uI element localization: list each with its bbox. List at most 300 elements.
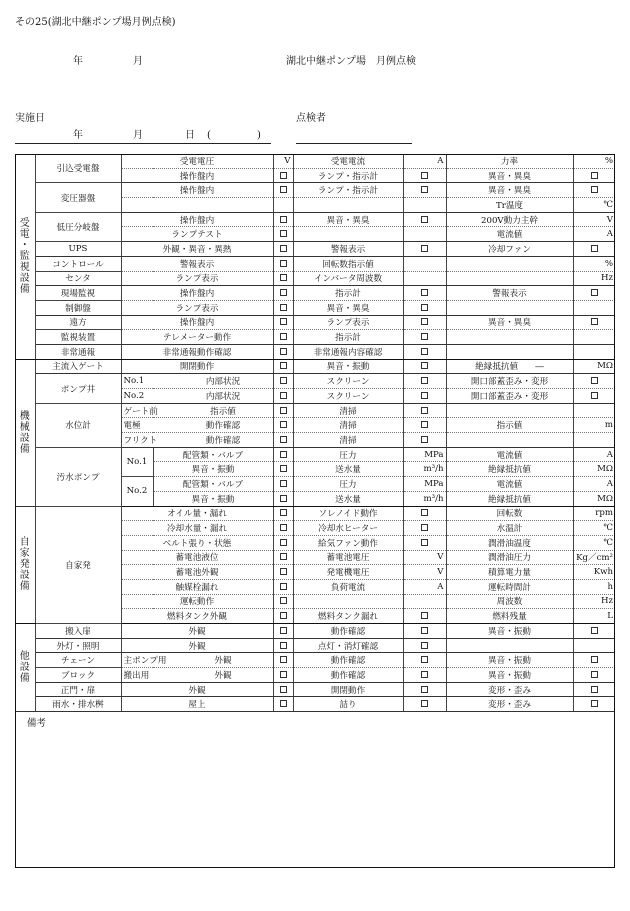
check-box[interactable]: [421, 436, 428, 443]
item-label: [293, 227, 403, 242]
table-row: [15, 212, 615, 227]
item-label: 動作確認: [293, 624, 403, 639]
item-label: ランプ・指示計: [293, 183, 403, 198]
item-label: 200V動力主幹: [446, 212, 573, 227]
check-box[interactable]: [280, 627, 287, 634]
unit-label: V: [403, 565, 446, 580]
check-box[interactable]: [421, 333, 428, 340]
sub-label: フリクト: [123, 435, 158, 446]
item-label: 操作盤内: [121, 168, 273, 183]
equipment-group: センタ: [35, 271, 121, 286]
unit-label: MPa: [403, 447, 446, 462]
check-box[interactable]: [591, 245, 598, 252]
remarks-row: [15, 712, 615, 911]
equipment-group: 外灯・照明: [35, 638, 121, 653]
equipment-group: 正門・扉: [35, 682, 121, 697]
table-row: [15, 242, 615, 257]
unit-label: A: [573, 227, 615, 242]
check-box[interactable]: [280, 656, 287, 663]
category-label: 受 電 ・ 監 視 設 備: [19, 217, 30, 295]
item-label: 回転数: [446, 506, 573, 521]
item-label: ランプ・指示計: [293, 168, 403, 183]
category-machine: [15, 359, 35, 506]
table-row: [15, 403, 615, 418]
item-label: 開閉動作: [293, 682, 403, 697]
check-box[interactable]: [280, 465, 287, 472]
sub-label: 主ポンプ用: [123, 656, 167, 667]
unit-label: h: [573, 579, 615, 594]
table-row: [15, 697, 615, 712]
item-label: 電流値: [446, 227, 573, 242]
item-label: 受電電圧: [121, 154, 273, 168]
check-box[interactable]: [591, 627, 598, 634]
unit-label: %: [573, 154, 615, 168]
table-row: [15, 315, 615, 330]
item-label: 清掃: [293, 403, 403, 418]
unit-label: m: [573, 418, 615, 433]
table-row: [15, 374, 615, 389]
unit-label: MΩ: [573, 491, 615, 506]
item-label: [446, 403, 573, 418]
item-label: 給気ファン動作: [293, 535, 403, 550]
item-label: 開閉動作: [121, 359, 273, 374]
item-label: 蓄電池電圧: [293, 550, 403, 565]
unit-label: V: [573, 212, 615, 227]
item-label: 指示計: [293, 286, 403, 301]
check-box[interactable]: [280, 524, 287, 531]
item-label: 操作盤内: [121, 315, 273, 330]
item-label: [293, 594, 403, 609]
table-row: [15, 682, 615, 697]
sub-label: 搬出用: [123, 670, 150, 681]
item-label: 清掃: [293, 433, 403, 448]
check-box[interactable]: [280, 583, 287, 590]
check-box[interactable]: [421, 348, 428, 355]
item-label: 水温計: [446, 521, 573, 536]
item-label: Tr温度: [446, 198, 573, 213]
sub-check-item: 外観: [214, 670, 232, 681]
sub-number: No.2: [121, 477, 153, 506]
check-box[interactable]: [421, 216, 428, 223]
unit-label: A: [573, 477, 615, 492]
check-box[interactable]: [421, 509, 428, 516]
item-label: 異音・異臭: [293, 300, 403, 315]
equipment-group: 主流入ゲート: [35, 359, 121, 374]
sub-item: [121, 374, 273, 389]
sub-item: [121, 418, 273, 433]
item-label: 送水量: [293, 462, 403, 477]
item-label: ランプテスト: [121, 227, 273, 242]
equipment-group: 自家発: [35, 506, 121, 624]
check-box[interactable]: [280, 304, 287, 311]
item-label: 蓄電池外観: [121, 565, 273, 580]
item-label: 非常通報動作確認: [121, 344, 273, 359]
check-box[interactable]: [280, 392, 287, 399]
equipment-group: コントロール: [35, 256, 121, 271]
item-label: [446, 271, 573, 286]
table-row: [15, 330, 615, 345]
item-label: 操作盤内: [121, 286, 273, 301]
item-label: 操作盤内: [121, 183, 273, 198]
unit-label: V: [273, 154, 293, 168]
check-box[interactable]: [280, 451, 287, 458]
item-label: 異音・振動: [293, 359, 403, 374]
item-label: 動作確認: [293, 653, 403, 668]
equipment-group: ポンプ井: [35, 374, 121, 403]
item-label: スクリーン: [293, 374, 403, 389]
item-label: [446, 256, 573, 271]
check-box[interactable]: [591, 289, 598, 296]
sub-label: No.2: [123, 390, 145, 401]
item-label: 異音・異臭: [446, 183, 573, 198]
unit-label: ℃: [573, 198, 615, 213]
inspector-signature-line[interactable]: [296, 143, 412, 144]
check-box[interactable]: [280, 700, 287, 707]
sub-check-item: 内部状況: [205, 377, 241, 388]
remarks-area[interactable]: [15, 712, 615, 911]
inspector-label: 点検者: [296, 113, 326, 124]
check-box[interactable]: [280, 553, 287, 560]
date-year-label: 年: [73, 130, 83, 141]
item-label: 電流値: [446, 477, 573, 492]
item-label: 外観: [121, 624, 273, 639]
equipment-group: チェーン: [35, 653, 121, 668]
unit-label: ℃: [573, 521, 615, 536]
date-month-label: 月: [133, 130, 143, 141]
table-row: [15, 653, 615, 668]
item-label: 回転数指示値: [293, 256, 403, 271]
unit-label: A: [403, 579, 446, 594]
item-label: 発電機電圧: [293, 565, 403, 580]
item-label: 清掃: [293, 418, 403, 433]
check-box[interactable]: [280, 642, 287, 649]
check-box[interactable]: [421, 186, 428, 193]
table-row: [15, 638, 615, 653]
equipment-group: 非常通報: [35, 344, 121, 359]
check-box[interactable]: [280, 318, 287, 325]
date-label: 実施日: [15, 113, 45, 124]
check-box[interactable]: [280, 245, 287, 252]
item-label: ベルト張り・状態: [121, 535, 273, 550]
check-box[interactable]: [421, 392, 428, 399]
check-box[interactable]: [280, 289, 287, 296]
sub-check-item: 指示値: [210, 406, 236, 417]
item-label: [446, 330, 573, 345]
unit-label: V: [403, 550, 446, 565]
item-label: [446, 638, 573, 653]
date-paren-close: ): [257, 130, 261, 141]
item-label: 積算電力量: [446, 565, 573, 580]
item-label: 周波数: [446, 594, 573, 609]
item-label: ランプ表示: [121, 300, 273, 315]
sub-number: No.1: [121, 447, 153, 476]
item-label: スクリーン: [293, 389, 403, 404]
equipment-group: 低圧分岐盤: [35, 212, 121, 241]
table-row: [15, 506, 615, 521]
item-label: [121, 198, 273, 213]
sub-label: ゲート前: [123, 406, 158, 417]
check-box[interactable]: [421, 612, 428, 619]
unit-label: Hz: [573, 594, 615, 609]
item-label: ソレノイド動作: [293, 506, 403, 521]
item-label: 開口部蓋歪み・変形: [446, 389, 573, 404]
item-label: 操作盤内: [121, 212, 273, 227]
check-box[interactable]: [591, 318, 598, 325]
check-box[interactable]: [280, 436, 287, 443]
item-label: 燃料タンク漏れ: [293, 609, 403, 624]
unit-label: ℃: [573, 535, 615, 550]
item-label: 点灯・消灯確認: [293, 638, 403, 653]
equipment-group: 監視装置: [35, 330, 121, 345]
sub-check-item: 動作確認: [205, 421, 241, 432]
check-box[interactable]: [421, 318, 428, 325]
item-label: [293, 198, 403, 213]
check-box[interactable]: [421, 671, 428, 678]
check-box[interactable]: [280, 260, 287, 267]
item-label: 潤滑油温度: [446, 535, 573, 550]
item-label: 警報表示: [293, 242, 403, 257]
category-label: 機 械 設 備: [19, 410, 30, 455]
sub-item-label: 配管類・バルブ: [153, 477, 273, 492]
sub-item-label: 配管類・バルブ: [153, 447, 273, 462]
check-box[interactable]: [421, 377, 428, 384]
item-label: 絶縁抵抗値: [446, 491, 573, 506]
check-box[interactable]: [591, 700, 598, 707]
check-box[interactable]: [591, 671, 598, 678]
inspection-form-table: [15, 154, 615, 911]
item-label: 異音・異臭: [293, 212, 403, 227]
check-box[interactable]: [421, 289, 428, 296]
table-row: [15, 286, 615, 301]
item-label: 詰り: [293, 697, 403, 712]
table-row: [15, 359, 615, 374]
category-other: [15, 624, 35, 712]
item-label: [446, 433, 573, 448]
check-box[interactable]: [421, 407, 428, 414]
check-box[interactable]: [421, 656, 428, 663]
item-label: 外観: [121, 638, 273, 653]
table-row: [15, 154, 615, 168]
item-label: 開口部蓋歪み・変形: [446, 374, 573, 389]
check-box[interactable]: [421, 539, 428, 546]
equipment-group: ブロック: [35, 668, 121, 683]
check-box[interactable]: [280, 421, 287, 428]
unit-label: L: [573, 609, 615, 624]
item-label: 異音・異臭: [446, 315, 573, 330]
table-row: [15, 668, 615, 683]
header-month-label: 月: [133, 56, 143, 67]
unit-label: rpm: [573, 506, 615, 521]
check-box[interactable]: [280, 216, 287, 223]
check-box[interactable]: [280, 377, 287, 384]
item-label: 負荷電流: [293, 579, 403, 594]
equipment-group: 搬入扉: [35, 624, 121, 639]
check-box[interactable]: [280, 274, 287, 281]
check-box[interactable]: [280, 480, 287, 487]
item-label: 異音・振動: [446, 624, 573, 639]
equipment-group: 制御盤: [35, 300, 121, 315]
item-label: 潤滑油圧力: [446, 550, 573, 565]
check-box[interactable]: [421, 362, 428, 369]
sub-item: [121, 433, 273, 448]
item-label: [446, 300, 573, 315]
unit-label: MΩ: [573, 359, 615, 374]
unit-label: Kg／cm²: [573, 550, 615, 565]
check-box[interactable]: [591, 377, 598, 384]
sub-item: [121, 653, 273, 668]
header-year-label: 年: [73, 56, 83, 67]
check-box[interactable]: [421, 245, 428, 252]
item-label: 運転動作: [121, 594, 273, 609]
equipment-group: 変圧器盤: [35, 183, 121, 212]
item-label: 異音・振動: [446, 668, 573, 683]
check-box[interactable]: [280, 333, 287, 340]
item-label: 受電電流: [293, 154, 403, 168]
check-box[interactable]: [421, 627, 428, 634]
item-label: 送水量: [293, 491, 403, 506]
item-label: 蓄電池液位: [121, 550, 273, 565]
table-row: [15, 624, 615, 639]
equipment-group: 汚水ポンプ: [35, 447, 121, 506]
check-box[interactable]: [421, 524, 428, 531]
item-label: 冷却ファン: [446, 242, 573, 257]
item-label: テレメーター動作: [121, 330, 273, 345]
check-box[interactable]: [280, 230, 287, 237]
equipment-group: 水位計: [35, 403, 121, 447]
unit-label: MΩ: [573, 462, 615, 477]
check-box[interactable]: [280, 686, 287, 693]
item-label: オイル量・漏れ: [121, 506, 273, 521]
item-label: 屋上: [121, 697, 273, 712]
item-label: 外観: [121, 682, 273, 697]
document-title: その25(湖北中継ポンプ場月例点検): [15, 17, 176, 28]
table-row: [15, 447, 615, 462]
unit-label: A: [573, 447, 615, 462]
item-label: 異音・振動: [446, 653, 573, 668]
check-box[interactable]: [591, 172, 598, 179]
sub-item: [121, 403, 273, 418]
check-box[interactable]: [591, 656, 598, 663]
item-label: ランプ表示: [293, 315, 403, 330]
sub-item: [121, 389, 273, 404]
check-box[interactable]: [280, 568, 287, 575]
category-label: 他 設 備: [19, 651, 30, 685]
item-label: 警報表示: [121, 256, 273, 271]
check-box[interactable]: [591, 392, 598, 399]
equipment-group: 引込受電盤: [35, 154, 121, 183]
equipment-group: 雨水・排水桝: [35, 697, 121, 712]
check-box[interactable]: [421, 304, 428, 311]
table-row: [15, 271, 615, 286]
item-label: 変形・歪み: [446, 682, 573, 697]
sub-label: No.1: [123, 376, 145, 387]
check-box[interactable]: [591, 186, 598, 193]
sub-item-label: 異音・振動: [153, 491, 273, 506]
item-label: 運転時間計: [446, 579, 573, 594]
item-label: 動作確認: [293, 668, 403, 683]
equipment-group: UPS: [35, 242, 121, 257]
item-label: 冷却水ヒーター: [293, 521, 403, 536]
check-box[interactable]: [280, 186, 287, 193]
unit-label: MPa: [403, 477, 446, 492]
date-day-label: 日: [185, 130, 195, 141]
item-label: ランプ表示: [121, 271, 273, 286]
date-underline: [15, 143, 271, 144]
equipment-group: 遠方: [35, 315, 121, 330]
check-box[interactable]: [280, 348, 287, 355]
unit-label: m³/h: [403, 462, 446, 477]
item-label: インバータ周波数: [293, 271, 403, 286]
sub-check-item: 内部状況: [205, 391, 241, 402]
item-label: 力率: [446, 154, 573, 168]
item-label: 指示計: [293, 330, 403, 345]
check-box[interactable]: [280, 509, 287, 516]
category-power: [15, 154, 35, 359]
unit-label: A: [403, 154, 446, 168]
item-label: 外観・異音・異熱: [121, 242, 273, 257]
item-label: 絶縁抵抗値 ―: [446, 359, 573, 374]
item-label: 警報表示: [446, 286, 573, 301]
table-row: [15, 183, 615, 198]
date-paren-open: (: [207, 130, 211, 141]
item-label: 非常通報内容確認: [293, 344, 403, 359]
item-label: 触媒栓漏れ: [121, 579, 273, 594]
item-label: 燃料タンク外観: [121, 609, 273, 624]
sub-check-item: 動作確認: [205, 435, 241, 446]
category-generator: [15, 506, 35, 624]
sub-check-item: 外観: [214, 656, 232, 667]
item-label: 変形・歪み: [446, 697, 573, 712]
category-label: 自 家 発 設 備: [19, 537, 30, 593]
check-box[interactable]: [280, 612, 287, 619]
unit-label: Hz: [573, 271, 615, 286]
item-label: 指示値: [446, 418, 573, 433]
check-box[interactable]: [421, 700, 428, 707]
check-box[interactable]: [280, 362, 287, 369]
equipment-group: 現場監視: [35, 286, 121, 301]
table-row: [15, 344, 615, 359]
table-row: [15, 256, 615, 271]
remarks-label: 備考: [27, 718, 47, 730]
inspection-subtitle: 湖北中継ポンプ場 月例点検: [286, 56, 416, 67]
check-box[interactable]: [591, 686, 598, 693]
check-box[interactable]: [421, 686, 428, 693]
unit-label: m³/h: [403, 491, 446, 506]
sub-item-label: 異音・振動: [153, 462, 273, 477]
unit-label: Kwh: [573, 565, 615, 580]
item-label: 燃料残量: [446, 609, 573, 624]
unit-label: %: [573, 256, 615, 271]
check-box[interactable]: [280, 597, 287, 604]
check-box[interactable]: [421, 642, 428, 649]
table-row: [15, 300, 615, 315]
sub-label: 電極: [123, 421, 141, 432]
item-label: 電流値: [446, 447, 573, 462]
item-label: 絶縁抵抗値: [446, 462, 573, 477]
check-box[interactable]: [280, 671, 287, 678]
check-box[interactable]: [280, 495, 287, 502]
item-label: 圧力: [293, 477, 403, 492]
item-label: [446, 344, 573, 359]
item-label: 圧力: [293, 447, 403, 462]
item-label: 冷却水量・漏れ: [121, 521, 273, 536]
check-box[interactable]: [421, 421, 428, 428]
check-box[interactable]: [280, 172, 287, 179]
item-label: 異音・異臭: [446, 168, 573, 183]
check-box[interactable]: [280, 539, 287, 546]
check-box[interactable]: [421, 172, 428, 179]
check-box[interactable]: [280, 407, 287, 414]
